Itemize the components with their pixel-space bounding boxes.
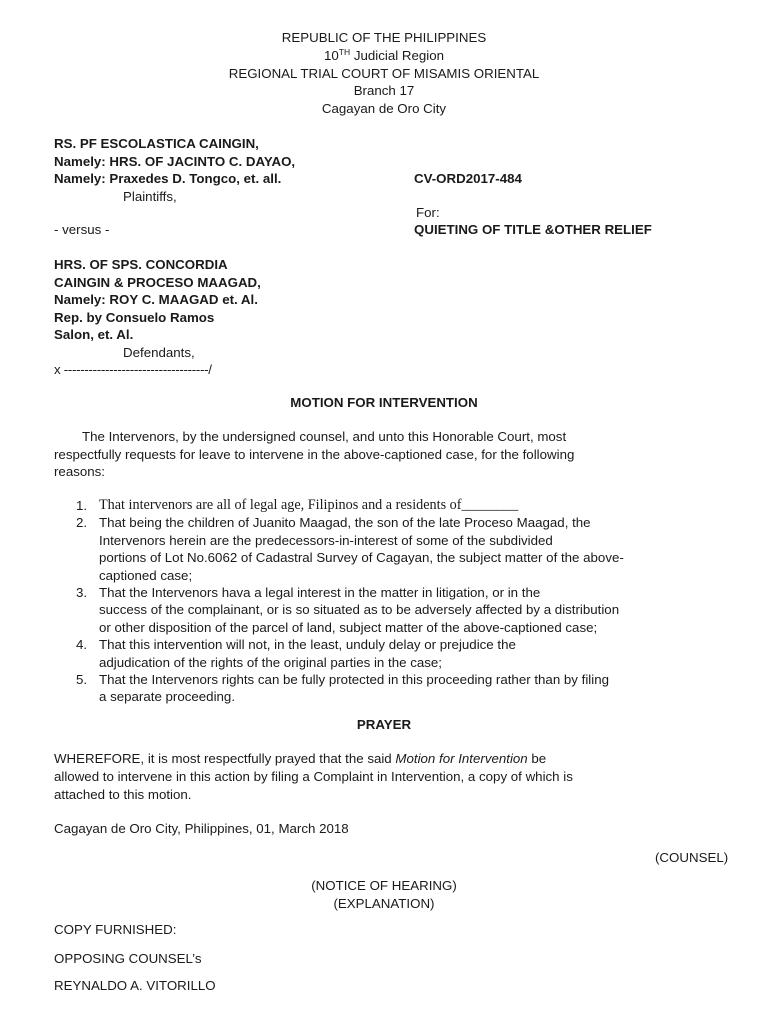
- defendant-line-2: CAINGIN & PROCESO MAAGAD,: [54, 274, 261, 290]
- list-item-number: 1.: [76, 498, 88, 513]
- list-item-line: adjudication of the rights of the original parties in the case;: [99, 654, 442, 670]
- defendant-line-3: Namely: ROY C. MAAGAD et. Al.: [54, 292, 258, 308]
- header-court-name: REGIONAL TRIAL COURT OF MISAMIS ORIENTAL: [228, 65, 540, 81]
- list-item-line: That the Intervenors rights can be fully protected in this proceeding rather than by filing: [99, 672, 610, 688]
- header-city: Cagayan de Oro City: [321, 101, 447, 117]
- list-item-number: 2.: [76, 515, 88, 531]
- list-item: [54, 584, 744, 636]
- list-item-line: portions of Lot No.6062 of Cadastral Survey of Cagayan, the subject matter of the above-: [99, 550, 624, 566]
- intro-line-1: The Intervenors, by the undersigned counsel, and unto this Honorable Court, most: [82, 429, 567, 444]
- list-item-line: That being the children of Juanito Maagad, the son of the late Proceso Maagad, the: [99, 515, 591, 531]
- case-nature: QUIETING OF TITLE &OTHER RELIEF: [414, 222, 652, 237]
- plaintiff-line-2: Namely: HRS. OF JACINTO C. DAYAO,: [54, 153, 296, 169]
- reasons-list: [54, 497, 744, 706]
- case-number: CV-ORD2017-484: [414, 171, 522, 186]
- motion-title: MOTION FOR INTERVENTION: [290, 395, 478, 410]
- list-item: [54, 636, 744, 671]
- plaintiffs-label: Plaintiffs,: [123, 188, 177, 204]
- header-region-label: Judicial Region: [350, 47, 444, 63]
- prayer-title: PRAYER: [356, 717, 412, 732]
- header-region-number: 10: [323, 47, 339, 63]
- list-item-number: 4.: [76, 637, 88, 653]
- intro-line-3: reasons:: [54, 464, 105, 479]
- notice-block: [0, 877, 768, 912]
- versus-text: - versus -: [54, 222, 110, 237]
- opposing-counsel-label: OPPOSING COUNSEL’s: [54, 951, 202, 966]
- intro-line-2: respectfully requests for leave to intervene in the above-captioned case, for the following: [54, 446, 575, 462]
- recipient-name: REYNALDO A. VITORILLO: [54, 978, 216, 993]
- copy-furnished-label: COPY FURNISHED:: [54, 922, 177, 937]
- list-item-line: captioned case;: [99, 567, 193, 583]
- court-header: [0, 29, 768, 118]
- list-item-line: or other disposition of the parcel of land, subject matter of the above-captioned case;: [99, 619, 598, 635]
- defendant-line-5: Salon, et. Al.: [54, 327, 134, 343]
- list-item: [54, 671, 744, 706]
- case-for-label: For:: [416, 205, 440, 220]
- list-item: [54, 514, 744, 584]
- list-item-line: a separate proceeding.: [99, 689, 236, 705]
- prayer-line-1-end: be: [527, 751, 547, 766]
- defendant-line-4: Rep. by Consuelo Ramos: [54, 309, 215, 325]
- notice-of-hearing: (NOTICE OF HEARING): [311, 878, 457, 893]
- place-and-date: Cagayan de Oro City, Philippines, 01, March 2018: [54, 821, 349, 836]
- defendant-line-1: HRS. OF SPS. CONCORDIA: [54, 257, 228, 272]
- header-branch: Branch 17: [353, 83, 415, 99]
- defendants-label: Defendants,: [123, 344, 195, 360]
- prayer-line-1-start: WHEREFORE, it is most respectfully prayed that the said: [54, 751, 396, 766]
- list-item-number: 3.: [76, 585, 88, 601]
- plaintiff-line-1: RS. PF ESCOLASTICA CAINGIN,: [54, 136, 259, 151]
- prayer-line-1: [54, 750, 734, 768]
- motion-name-italic: Motion for Intervention: [395, 751, 528, 766]
- prayer-line-3: attached to this motion.: [54, 787, 192, 802]
- list-item-line: That the Intervenors hava a legal interest in the matter in litigation, or in the: [99, 585, 541, 601]
- header-republic: REPUBLIC OF THE PHILIPPINES: [281, 30, 487, 45]
- header-judicial-region: [0, 47, 768, 65]
- prayer-body: [54, 750, 734, 804]
- list-item-line: That intervenors are all of legal age, Filipinos and a residents of________: [99, 497, 519, 513]
- header-region-suffix: TH: [338, 47, 351, 58]
- list-item-number: 5.: [76, 672, 88, 688]
- list-item-line: That this intervention will not, in the least, unduly delay or prejudice the: [99, 637, 516, 653]
- plaintiff-line-3: Namely: Praxedes D. Tongco, et. all.: [54, 171, 282, 186]
- prayer-line-2: allowed to intervene in this action by filing a Complaint in Intervention, a copy of which is: [54, 769, 573, 784]
- motion-intro: [54, 428, 724, 481]
- counsel-signature: (COUNSEL): [655, 850, 729, 865]
- list-item-line: success of the complainant, or is so situated as to be adversely affected by a distribution: [99, 602, 620, 618]
- defendants-caption: [54, 256, 261, 362]
- list-item: [54, 497, 744, 514]
- caption-closing-line: x -----------------------------------/: [54, 362, 212, 377]
- list-item-line: Intervenors herein are the predecessors-in-interest of some of the subdivided: [99, 532, 553, 548]
- plaintiffs-caption: [54, 135, 295, 205]
- explanation: (EXPLANATION): [333, 895, 435, 911]
